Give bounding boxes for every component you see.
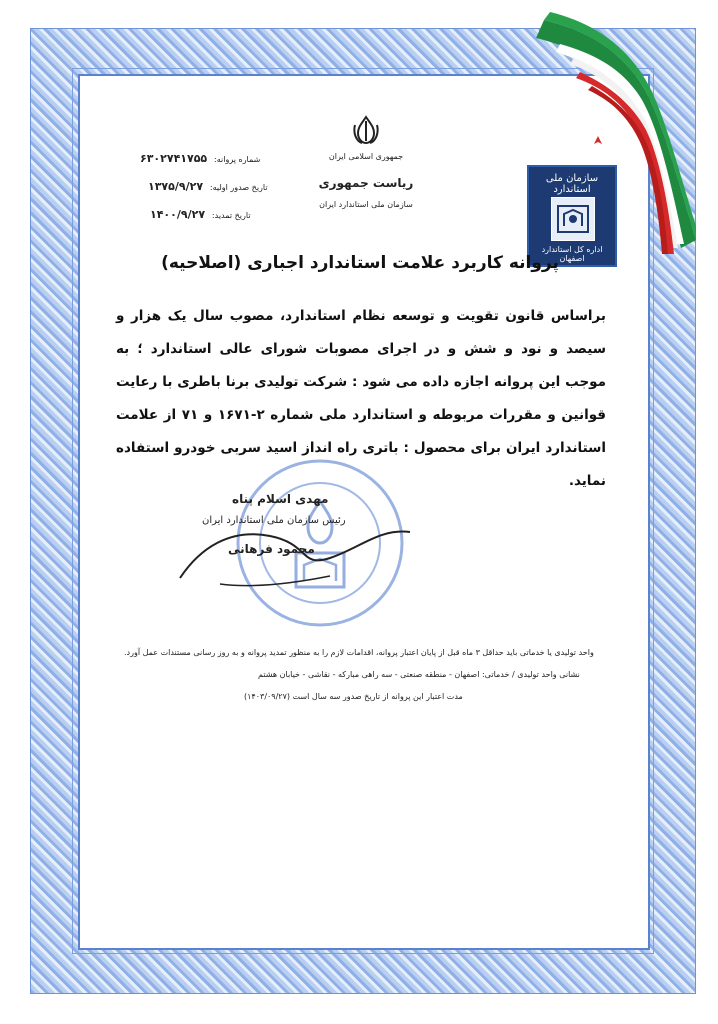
- signatory-deputy: محمود فرهانی: [228, 542, 315, 556]
- renewal-value: ۱۴۰۰/۹/۲۷: [150, 208, 206, 221]
- footer-note-2: نشانی واحد تولیدی / خدماتی: اصفهان - منطقه صنعتی - سه راهی مبارکه - نقاشی - خیابان هشتم: [258, 670, 580, 679]
- first-issue-row: [148, 180, 268, 193]
- seal-top-text: سازمان ملی استاندارد: [545, 173, 599, 195]
- first-issue-label: تاریخ صدور اولیه:: [209, 183, 268, 192]
- license-number-value: ۶۳۰۲۷۴۱۷۵۵: [140, 152, 208, 165]
- license-number-row: [140, 152, 260, 165]
- first-issue-value: ۱۳۷۵/۹/۲۷: [148, 180, 204, 193]
- iran-emblem-icon: [352, 115, 380, 145]
- certificate-title: پروانه کاربرد علامت استاندارد اجباری (اصلاحیه): [161, 253, 559, 273]
- signatory-name: مهدی اسلام پناه: [232, 492, 329, 506]
- certificate-body: براساس قانون تقویت و توسعه نظام استاندارد، مصوب سال یک هزار و سیصد و نود و شش و در اجرای مصوبات شورای عالی استاندارد ؛ به موجب این پروانه اجازه داده می شود : شرکت تولیدی برنا باطری با رعایت قوانین و مقررات مربوطه و استاندارد ملی شماره ۲-۱۶۷۱ و ۷۱ از علامت استاندارد ایران برای محصول : باتری راه انداز اسید سربی خودرو استفاده نماید.: [116, 308, 607, 489]
- header-presidency: ریاست جمهوری: [318, 176, 414, 190]
- header-organization: سازمان ملی استاندارد ایران: [319, 200, 413, 209]
- standard-mark-icon: [551, 197, 595, 241]
- footer-note-1: واحد تولیدی یا خدماتی باید حداقل ۳ ماه قبل از پایان اعتبار پروانه، اقدامات لازم را به منظور تمدید پروانه و به روز رسانی مستندات عمل آورد.: [124, 648, 594, 657]
- renewal-label: تاریخ تمدید:: [211, 211, 251, 220]
- license-number-label: شماره پروانه:: [214, 155, 261, 164]
- standard-seal-hologram: [527, 165, 617, 267]
- seal-bottom-text: اداره کل استاندارد اصفهان: [541, 245, 603, 263]
- signatory-position: رئیس سازمان ملی استاندارد ایران: [202, 515, 346, 526]
- header-country: جمهوری اسلامی ایران: [328, 152, 404, 161]
- renewal-row: [150, 208, 251, 221]
- footer-note-3: مدت اعتبار این پروانه از تاریخ صدور سه سال است (۱۴۰۳/۰۹/۲۷): [244, 692, 463, 701]
